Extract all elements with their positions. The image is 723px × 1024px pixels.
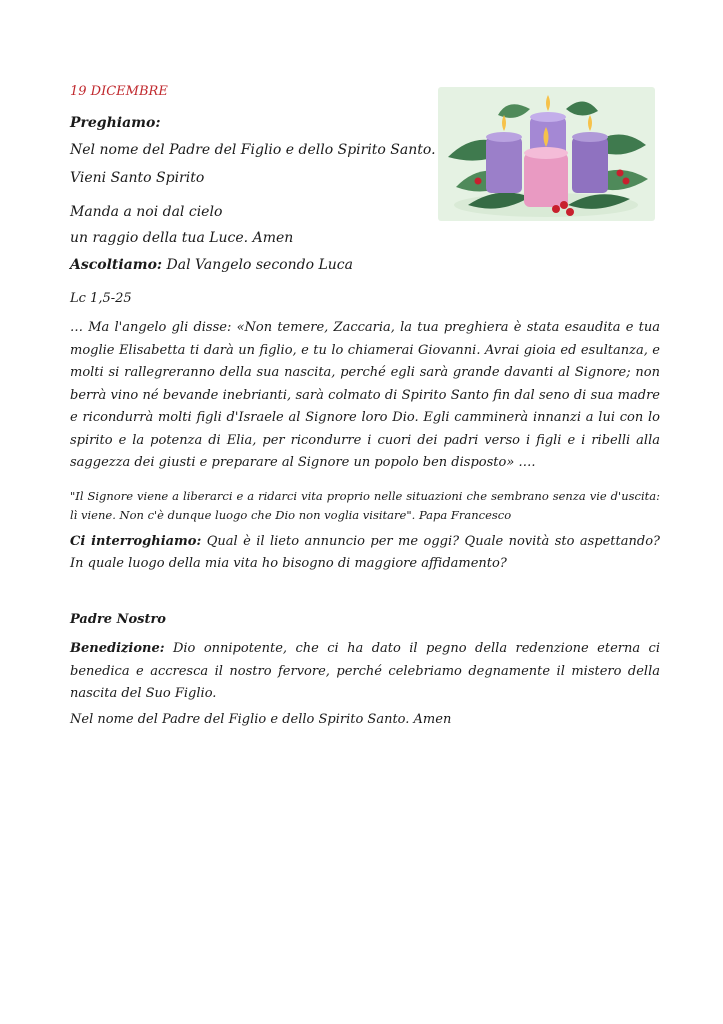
prayer-line [70,115,161,131]
prayer-label: Preghiamo: [70,115,161,131]
gospel-passage: … Ma l'angelo gli disse: «Non temere, Zaccaria, la tua preghiera è stata esaudita e tua moglie Elisabetta ti darà un figlio, e tu lo chiamerai Giovanni. Avrai gioia ed esultanza, e molti si rallegreranno della sua nascita, perché egli sarà grande davanti al Signore; non berrà vino né bevande inebrianti, sarà colmato di Spirito Santo fin dal seno di sua madre e ricondurrà molti figli d'Israele al Signore loro Dio. Egli camminerà innanzi a lui con lo spirito e la potenza di Elia, per ricondurre i cuori dei padri verso i figli e i ribelli alla saggezza dei giusti e preparare al Signore un popolo ben disposto» …. [70,320,660,470]
gospel-reference: Lc 1,5-25 [70,291,132,306]
prayer-line-2: Vieni Santo Spirito [70,170,205,186]
question-text: Qual è il lieto annuncio per me oggi? Quale novità sto aspettando? In quale luogo della mia vita ho bisogno di maggiore affidamento? [70,534,660,571]
listen-text: Dal Vangelo secondo Luca [162,257,353,273]
blessing-text: Dio onnipotente, che ci ha dato il pegno della redenzione eterna ci benedica e accresca il nostro fervore, perché celebriamo degnamente il mistero della nascita del Suo Figlio. [70,641,660,701]
listen-line [70,257,353,273]
pope-quote: "Il Signore viene a liberarci e a ridarci vita proprio nelle situazioni che sembrano senza vie d'uscita: lì viene. Non c'è dunque luogo che Dio non voglia visitare". Papa Francesco [70,489,660,522]
question-label: Ci interroghiamo: [70,534,202,549]
our-father-heading: Padre Nostro [70,612,166,627]
blessing-label: Benedizione: [70,641,165,656]
listen-label: Ascoltiamo: [70,257,163,273]
prayer-line-3: Manda a noi dal cielo [70,204,223,220]
advent-wreath-icon [438,87,655,221]
prayer-line-4: un raggio della tua Luce. Amen [70,230,294,246]
closing-line: Nel nome del Padre del Figlio e dello Spirito Santo. Amen [70,712,452,727]
prayer-line-1: Nel nome del Padre del Figlio e dello Spirito Santo. [70,142,436,158]
blessing-paragraph [70,638,660,706]
reflection-question [70,531,660,575]
advent-wreath-drawing [438,87,655,221]
date-heading: 19 DICEMBRE [70,84,168,99]
